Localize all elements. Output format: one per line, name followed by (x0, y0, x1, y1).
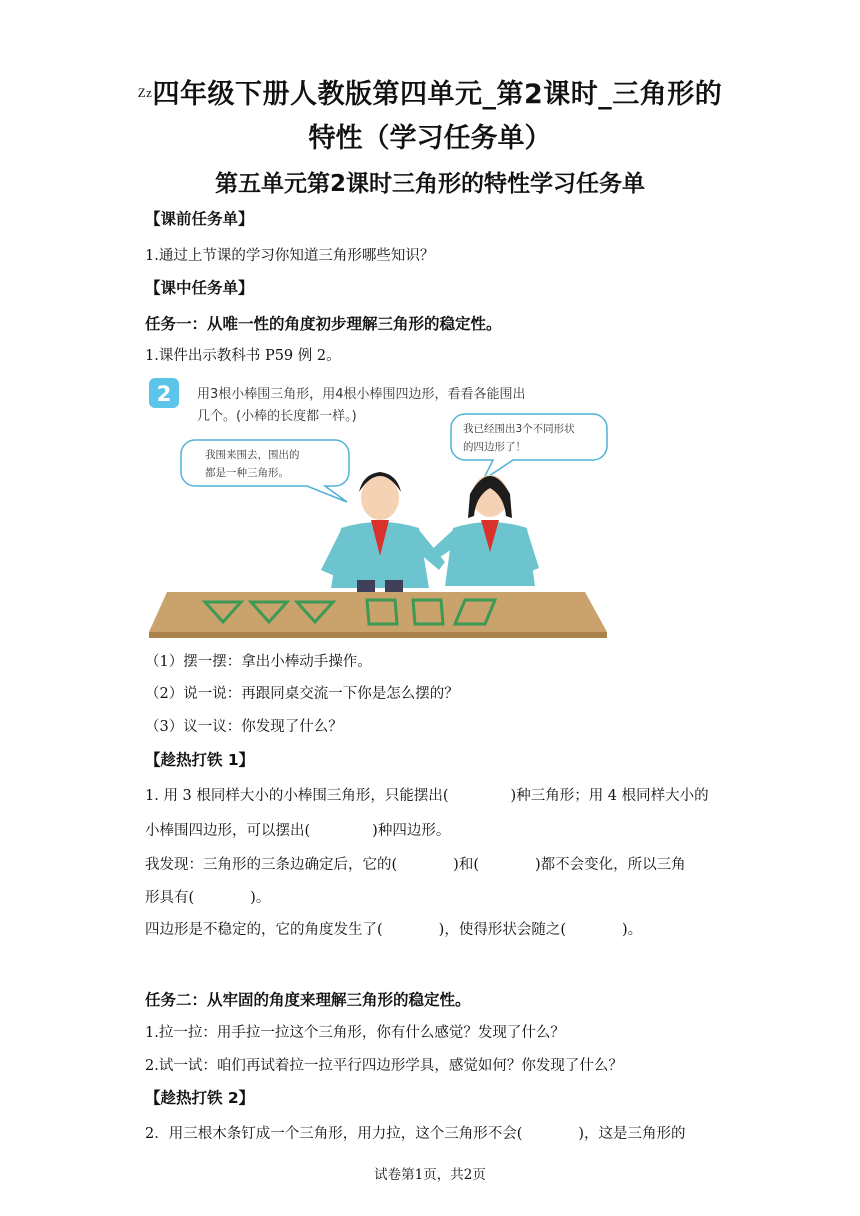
practice1-line4: 形具有( )。 (145, 890, 271, 906)
boy-figure (321, 472, 445, 602)
task2-title: 任务二：从牢固的角度来理解三角形的稳定性。 (145, 991, 471, 1009)
practice2-line1: 2．用三根木条钉成一个三角形，用力拉，这个三角形不会( )，这是三角形的 (145, 1126, 686, 1142)
practice1-header: 【趁热打铁 1】 (145, 751, 255, 769)
girl-bubble-line1: 我已经围出3个不同形状 (463, 423, 575, 435)
boy-bubble-line1: 我围来围去，围出的 (205, 449, 300, 461)
document-subtitle: 第五单元第2课时三角形的特性学习任务单 (214, 171, 645, 197)
in-class-header: 【课中任务单】 (145, 279, 254, 297)
task1-item1: 1.课件出示教科书 P59 例 2。 (145, 348, 341, 364)
task1-title: 任务一：从唯一性的角度初步理解三角形的稳定性。 (145, 315, 502, 333)
task2-item1: 1.拉一拉：用手拉一拉这个三角形，你有什么感觉？发现了什么？ (145, 1025, 565, 1041)
table-edge (149, 632, 607, 638)
page-footer: 试卷第1页，共2页 (374, 1167, 486, 1183)
example-prompt-line1: 用3根小棒围三角形，用4根小棒围四边形，看看各能围出 (197, 387, 526, 402)
sub-item-2: （2）说一说：再跟同桌交流一下你是怎么摆的？ (145, 686, 459, 702)
boy-bubble-line2: 都是一种三角形。 (205, 467, 289, 479)
practice1-line5: 四边形是不稳定的，它的角度发生了( )，使得形状会随之( )。 (145, 922, 643, 938)
practice1-line3: 我发现：三角形的三条边确定后，它的( )和( )都不会变化，所以三角 (145, 857, 686, 873)
sub-item-1: （1）摆一摆：拿出小棒动手操作。 (145, 654, 372, 670)
task2-item2: 2.试一试：咱们再试着拉一拉平行四边形学具，感觉如何？你发现了什么？ (145, 1058, 623, 1074)
document-title-line1 (0, 72, 860, 111)
table-top (149, 592, 607, 632)
example-number: 2 (156, 382, 172, 406)
example-prompt-line2: 几个。(小棒的长度都一样。) (197, 409, 357, 424)
girl-figure (427, 475, 539, 586)
textbook-illustration (145, 370, 615, 638)
title-prefix: Zz (137, 85, 153, 100)
sub-item-3: （3）议一议：你发现了什么？ (145, 719, 343, 735)
title-text: 四年级下册人教版第四单元_第2课时_三角形的 (152, 79, 723, 110)
girl-bubble-line2: 的四边形了！ (463, 441, 526, 453)
practice1-line2: 小棒围四边形，可以摆出( )种四边形。 (145, 823, 451, 839)
pre-class-header: 【课前任务单】 (145, 210, 254, 228)
practice2-header: 【趁热打铁 2】 (145, 1089, 255, 1107)
document-title-line2: 特性（学习任务单） (308, 123, 552, 154)
pre-class-question: 1.通过上节课的学习你知道三角形哪些知识？ (145, 248, 435, 264)
practice1-line1: 1. 用 3 根同样大小的小棒围三角形，只能摆出( )种三角形；用 4 根同样大小的 (145, 788, 709, 804)
